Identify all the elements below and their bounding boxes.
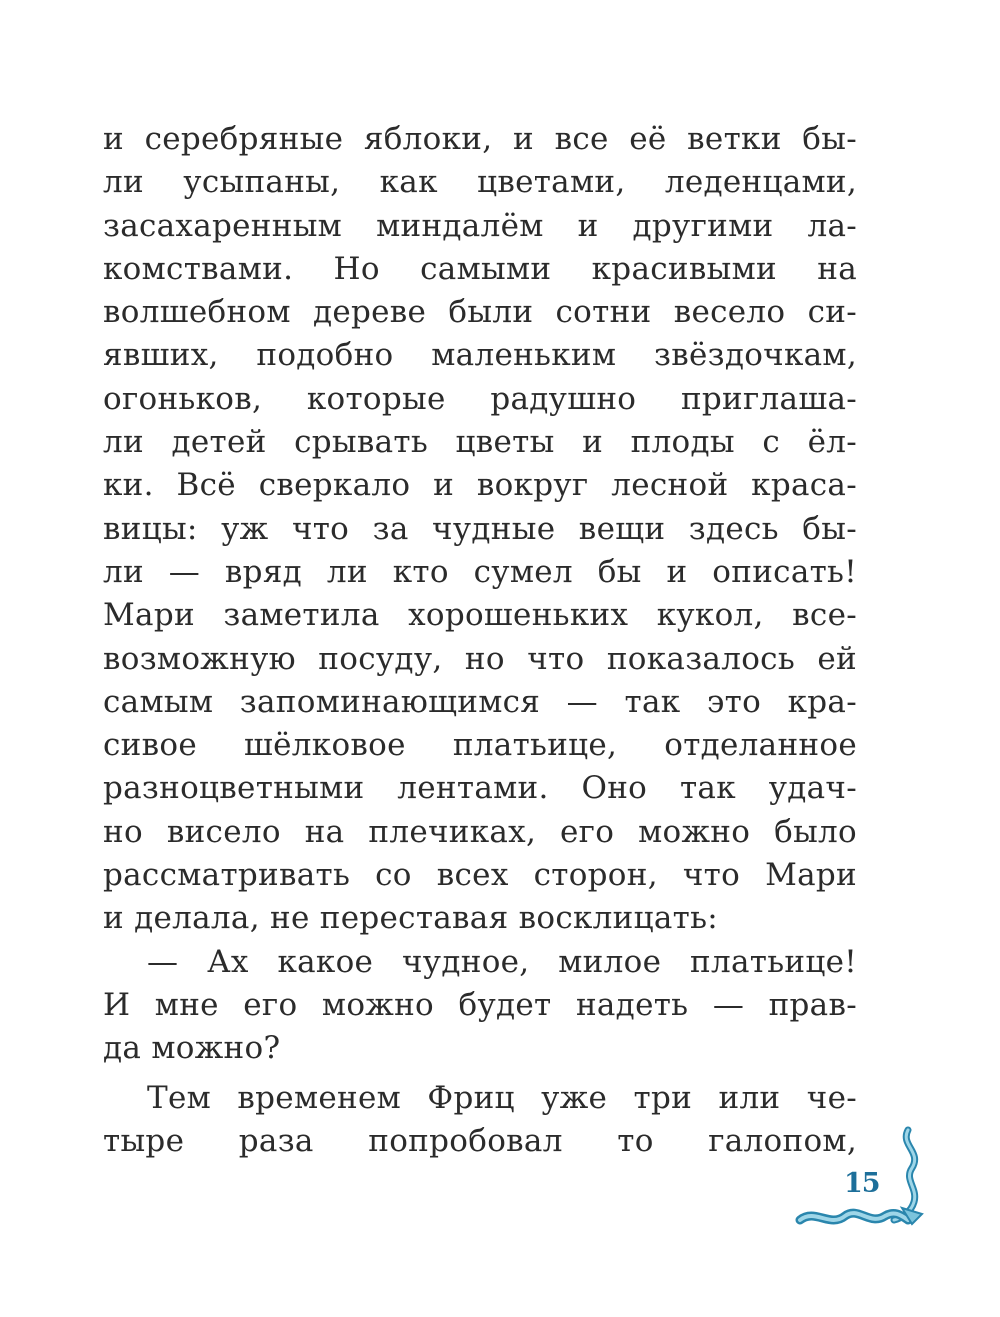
text-line: самым запоминающимся — так это кра-: [103, 683, 857, 720]
dialogue-line: — Ах какое чудное, милое платьице!: [147, 943, 857, 980]
text-line: разноцветными лентами. Оно так удач-: [103, 770, 857, 807]
dialogue-line: И мне его можно будет надеть — прав-: [103, 986, 857, 1023]
text-line: сивое шёлковое платьице, отделанное: [103, 727, 857, 764]
text-line: ли усыпаны, как цветами, леденцами,: [103, 164, 857, 201]
dialogue-line: да можно?: [103, 1030, 281, 1067]
text-line: и серебряные яблоки, и все её ветки бы-: [103, 121, 857, 157]
page-number: 15: [844, 1168, 880, 1199]
text-line: огоньков, которые радушно приглаша-: [103, 380, 857, 417]
text-line: засахаренным миндалём и другими ла-: [103, 207, 857, 244]
text-line: волшебном дереве были сотни весело си-: [103, 294, 857, 331]
text-line: комствами. Но самыми красивыми на: [103, 250, 857, 287]
text-line: Мари заметила хорошеньких кукол, все-: [103, 597, 857, 634]
text-line: вицы: уж что за чудные вещи здесь бы-: [103, 510, 857, 547]
text-line: тыре раза попробовал то галопом,: [103, 1122, 857, 1159]
text-line: возможную посуду, но что показалось ей: [103, 640, 857, 677]
text-line: Тем временем Фриц уже три или че-: [147, 1079, 857, 1116]
text-line: рассматривать со всех сторон, что Мари: [103, 857, 857, 894]
text-line: ли детей срывать цветы и плоды с ёл-: [103, 424, 857, 461]
text-line: ки. Всё сверкало и вокруг лесной краса-: [103, 467, 857, 504]
text-line: явших, подобно маленьким звёздочкам,: [103, 337, 857, 374]
text-line: и делала, не переставая восклицать:: [103, 900, 718, 937]
text-line: но висело на плечиках, его можно было: [103, 813, 857, 850]
body-text: [103, 118, 857, 1163]
text-line: ли — вряд ли кто сумел бы и описать!: [103, 553, 857, 590]
